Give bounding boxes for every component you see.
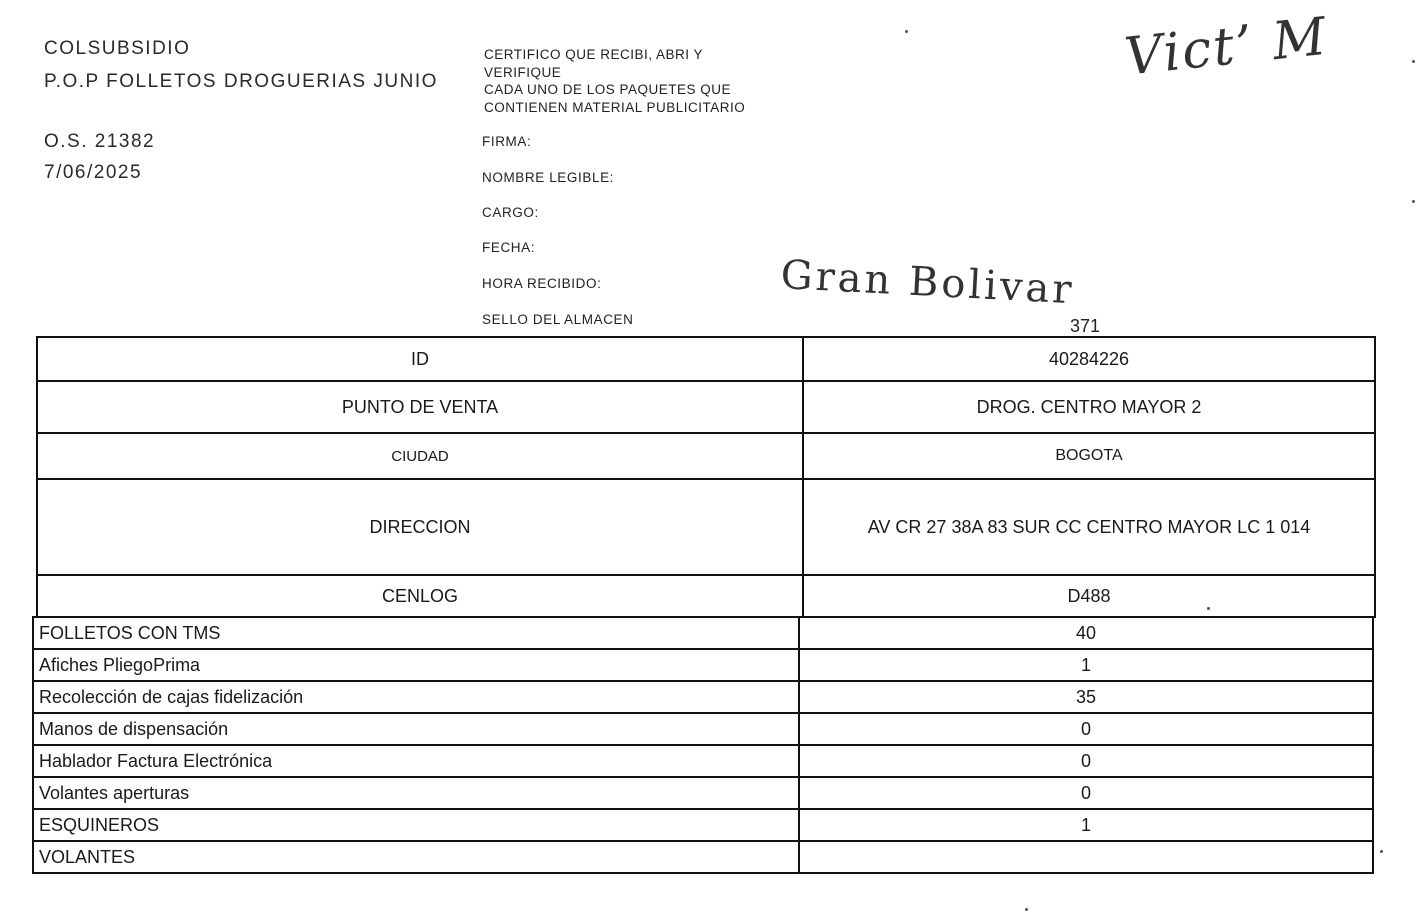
scan-speck	[1207, 607, 1210, 610]
item-quantity: 35	[799, 681, 1373, 713]
table-row	[33, 841, 1373, 873]
field-firma: FIRMA:	[482, 134, 532, 149]
handwritten-signature: Vict’ M	[1122, 6, 1331, 88]
handwritten-store-name: Gran Bolivar	[779, 252, 1076, 314]
info-value: D488	[803, 575, 1375, 617]
table-row	[37, 433, 1375, 479]
info-value: 40284226	[803, 337, 1375, 381]
item-quantity: 0	[799, 713, 1373, 745]
field-sello-almacen: SELLO DEL ALMACEN	[482, 312, 634, 327]
info-value: DROG. CENTRO MAYOR 2	[803, 381, 1375, 433]
table-row	[37, 575, 1375, 617]
item-label: VOLANTES	[33, 841, 799, 873]
table-row	[33, 777, 1373, 809]
store-number: 371	[1070, 316, 1101, 336]
table-row	[33, 617, 1373, 649]
item-quantity: 0	[799, 777, 1373, 809]
document-subject: P.O.P FOLLETOS DROGUERIAS JUNIO	[44, 71, 438, 92]
item-quantity: 1	[799, 649, 1373, 681]
info-value: BOGOTA	[803, 433, 1375, 479]
scan-speck	[1412, 60, 1415, 63]
table-row	[33, 681, 1373, 713]
document-date: 7/06/2025	[44, 162, 143, 183]
item-label: ESQUINEROS	[33, 809, 799, 841]
info-label: PUNTO DE VENTA	[37, 381, 803, 433]
table-row	[37, 381, 1375, 433]
scan-speck	[1025, 908, 1028, 911]
item-quantity: 0	[799, 745, 1373, 777]
info-label: CENLOG	[37, 575, 803, 617]
item-label: FOLLETOS CON TMS	[33, 617, 799, 649]
item-label: Volantes aperturas	[33, 777, 799, 809]
scan-speck	[905, 30, 908, 33]
info-label: CIUDAD	[37, 433, 803, 479]
item-label: Afiches PliegoPrima	[33, 649, 799, 681]
field-nombre-legible: NOMBRE LEGIBLE:	[482, 170, 615, 185]
item-label: Hablador Factura Electrónica	[33, 745, 799, 777]
item-quantity: 1	[799, 809, 1373, 841]
item-quantity: 40	[799, 617, 1373, 649]
cert-line: VERIFIQUE	[484, 64, 562, 80]
field-fecha: FECHA:	[482, 240, 536, 255]
item-label: Manos de dispensación	[33, 713, 799, 745]
scan-speck	[1412, 200, 1415, 203]
info-label: ID	[37, 337, 803, 381]
table-row	[33, 809, 1373, 841]
cert-line: CADA UNO DE LOS PAQUETES QUE	[484, 82, 732, 97]
field-hora-recibido: HORA RECIBIDO:	[482, 276, 602, 291]
cert-line: CONTIENEN MATERIAL PUBLICITARIO	[484, 99, 746, 115]
company-name: COLSUBSIDIO	[44, 38, 191, 59]
info-value: AV CR 27 38A 83 SUR CC CENTRO MAYOR LC 1 014	[803, 479, 1375, 575]
field-cargo: CARGO:	[482, 205, 539, 220]
scan-speck	[1380, 850, 1383, 853]
table-row	[37, 479, 1375, 575]
table-row	[33, 649, 1373, 681]
table-row	[37, 337, 1375, 381]
order-number: O.S. 21382	[44, 131, 156, 152]
certification-statement	[484, 46, 745, 116]
materials-table	[32, 616, 1374, 874]
item-label: Recolección de cajas fidelización	[33, 681, 799, 713]
store-info-table	[36, 336, 1376, 618]
info-label: DIRECCION	[37, 479, 803, 575]
cert-line: CERTIFICO QUE RECIBI, ABRI Y	[484, 47, 704, 62]
table-row	[33, 713, 1373, 745]
item-quantity	[799, 841, 1373, 873]
table-row	[33, 745, 1373, 777]
